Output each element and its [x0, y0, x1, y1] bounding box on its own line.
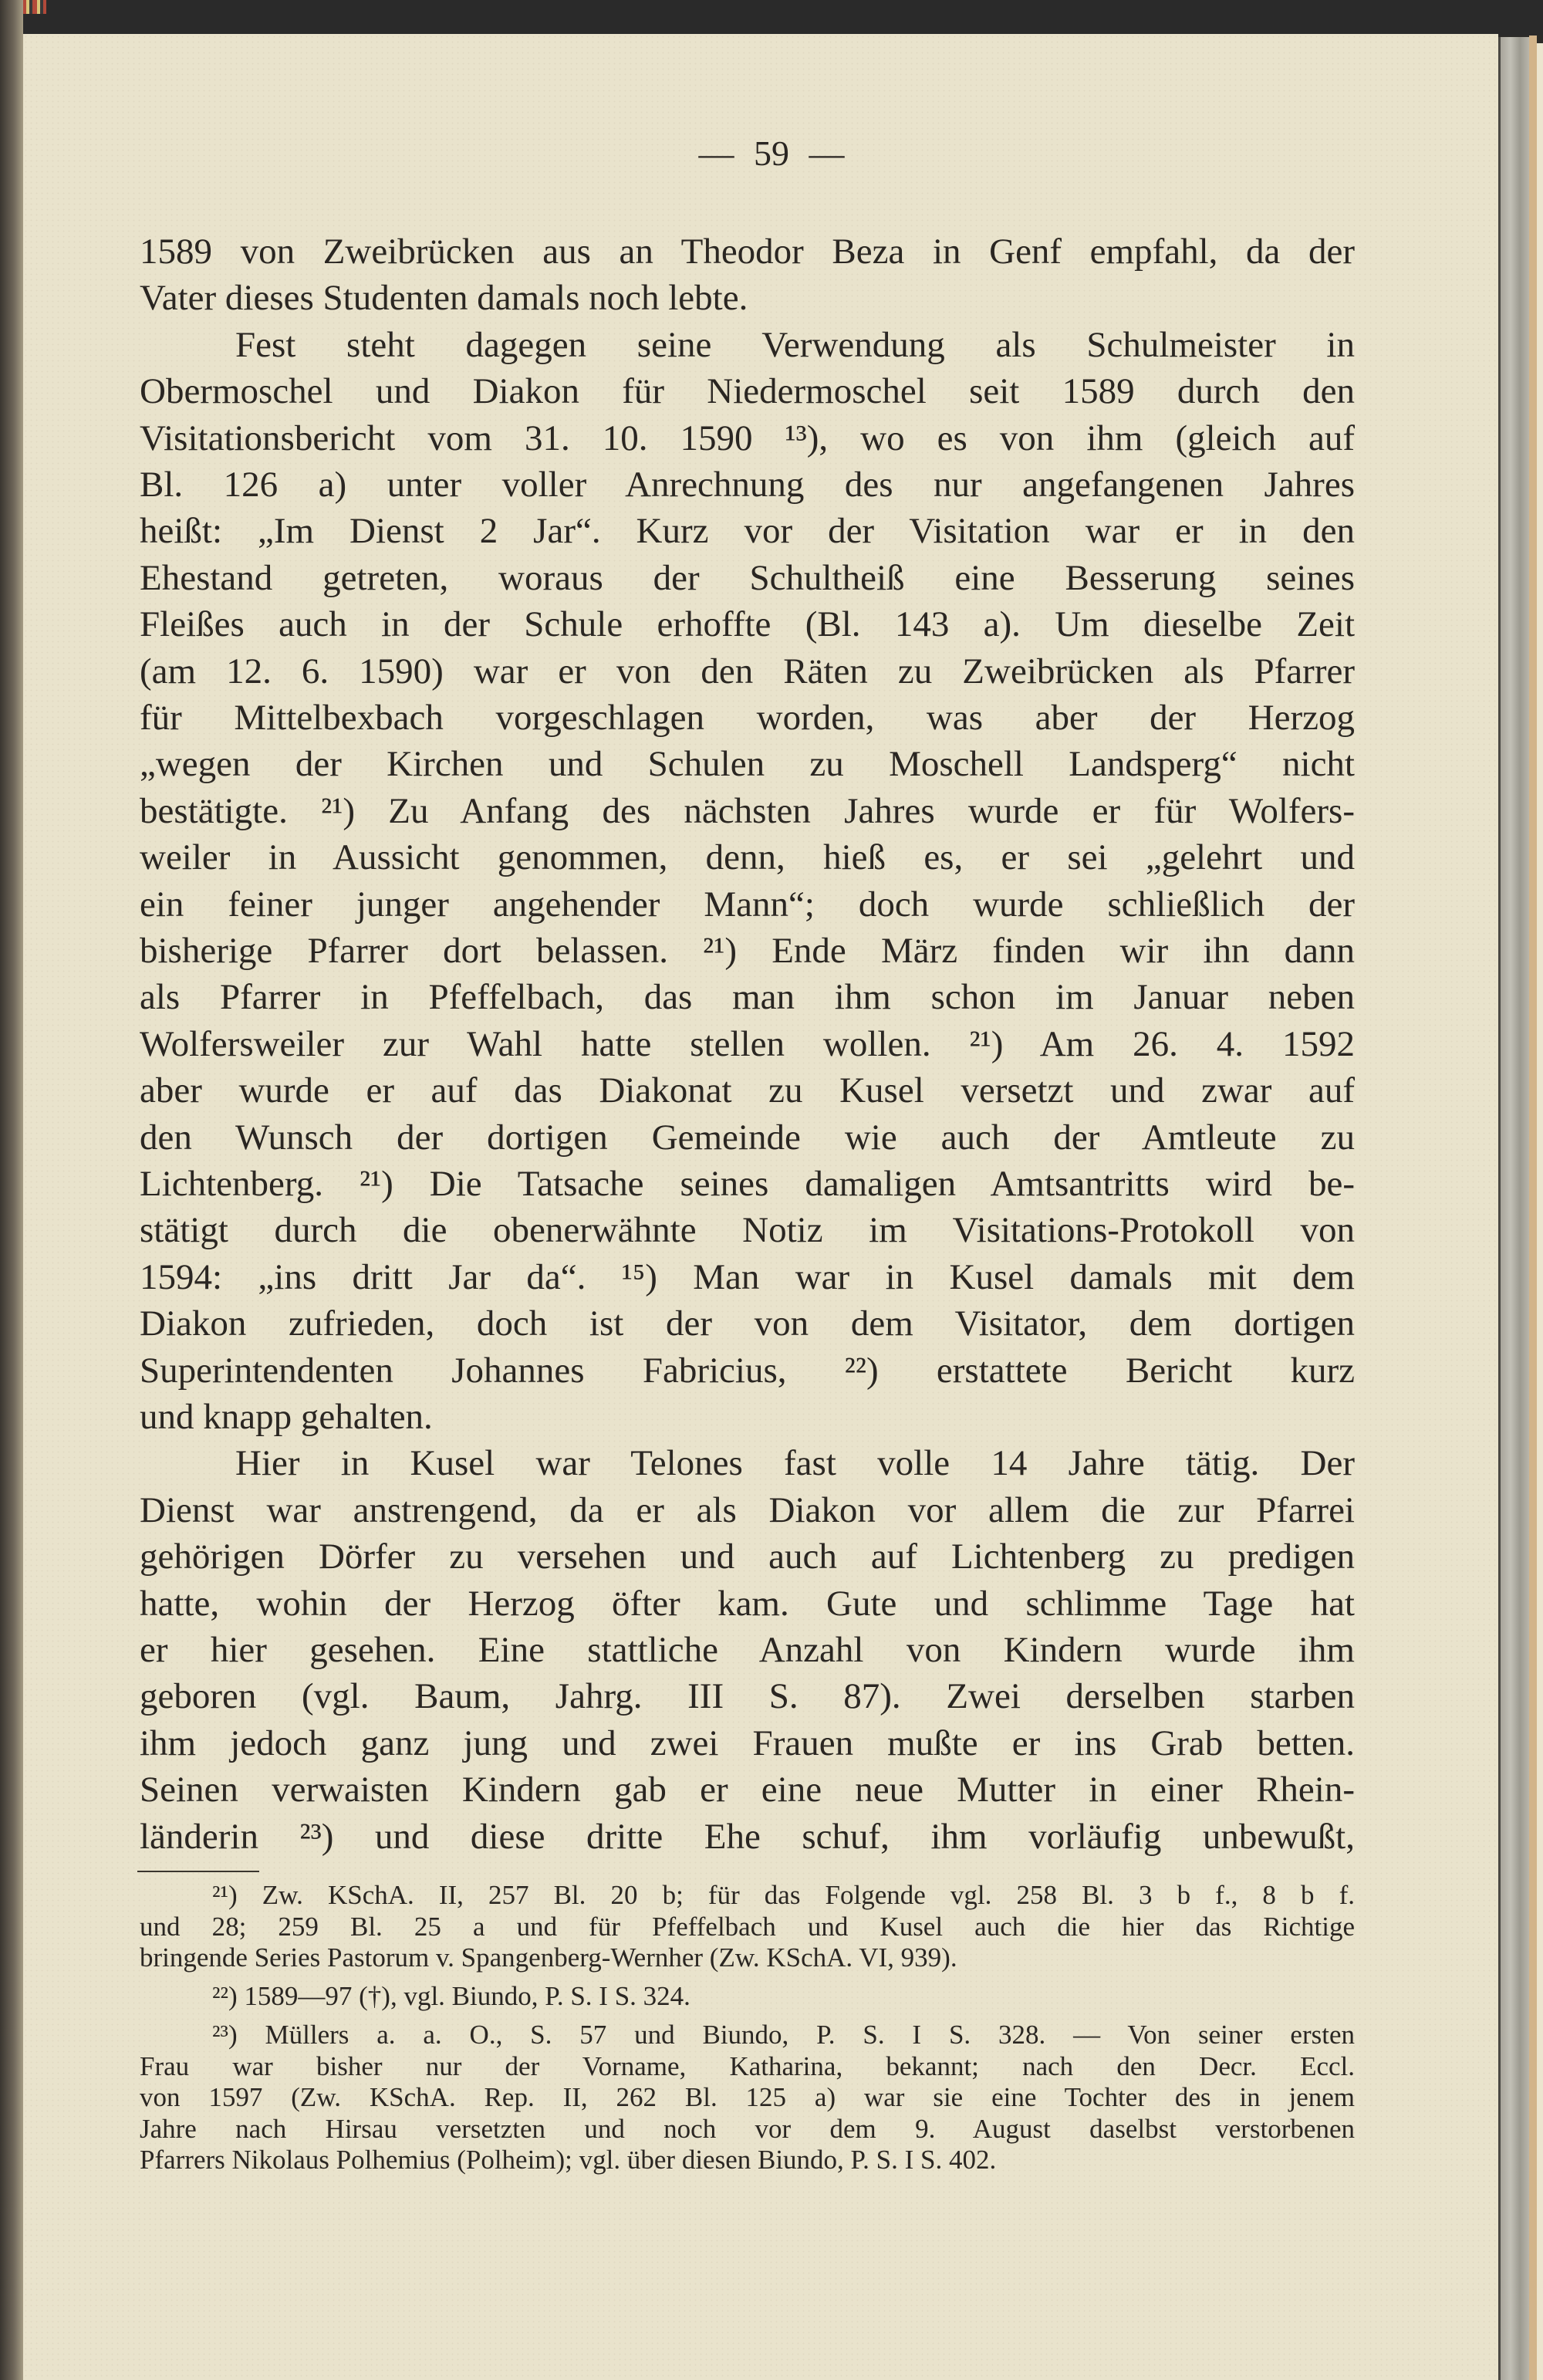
text-line: Ehestand getreten, woraus der Schultheiß eine Besserung seines [140, 557, 1355, 598]
footnote-line: und 28; 259 Bl. 25 a und für Pfeffelbach und Kusel auch die hier das Richtige [140, 1911, 1355, 1942]
text-line: als Pfarrer in Pfeffelbach, das man ihm schon im Januar neben [140, 977, 1355, 1018]
text-line: Bl. 126 a) unter voller Anrechnung des nur angefangenen Jahres [140, 465, 1355, 505]
text-line: 1589 von Zweibrücken aus an Theodor Beza in Genf empfahl, da der [140, 232, 1355, 272]
footnote-line: Frau war bisher nur der Vorname, Katharina, bekannt; nach den Decr. Eccl. [140, 2050, 1355, 2081]
footnote-line: bringende Series Pastorum v. Spangenberg-Wernher (Zw. KSchA. VI, 939). [140, 1942, 957, 1973]
footnote-line: von 1597 (Zw. KSchA. Rep. II, 262 Bl. 125 a) war sie eine Tochter des in jenem [140, 2082, 1355, 2112]
text-line: weiler in Aussicht genommen, denn, hieß es, er sei „gelehrt und [140, 837, 1355, 878]
text-line: Seinen verwaisten Kindern gab er eine neue Mutter in einer Rhein- [140, 1770, 1355, 1810]
footnote-line: ²³) Müllers a. a. O., S. 57 und Biundo, P. S. I S. 328. — Von seiner ersten [212, 2020, 1355, 2050]
text-line: ein feiner junger angehender Mann“; doch wurde schließlich der [140, 884, 1355, 925]
text-line: bisherige Pfarrer dort belassen. ²¹) Ende März finden wir ihn dann [140, 931, 1355, 971]
text-line: Vater dieses Studenten damals noch lebte. [140, 278, 748, 319]
text-line: bestätigte. ²¹) Zu Anfang des nächsten Jahres wurde er für Wolfers- [140, 790, 1355, 831]
footnote-line: ²²) 1589—97 (†), vgl. Biundo, P. S. I S. 324. [212, 1981, 690, 2011]
text-line: Diakon zufrieden, doch ist der von dem Visitator, dem dortigen [140, 1303, 1355, 1344]
scanner-top-border [0, 0, 1543, 35]
page-number: — 59 — [698, 134, 845, 173]
text-line: heißt: „Im Dienst 2 Jar“. Kurz vor der Visitation war er in den [140, 511, 1355, 552]
footnote-separator [137, 1871, 259, 1872]
footnote-line: Pfarrers Nikolaus Polhemius (Polheim); vgl. über diesen Biundo, P. S. I S. 402. [140, 2145, 997, 2175]
text-line: Superintendenten Johannes Fabricius, ²²) erstattete Bericht kurz [140, 1350, 1355, 1391]
text-line: „wegen der Kirchen und Schulen zu Moschell Landsperg“ nicht [140, 744, 1355, 785]
footnote-line: ²¹) Zw. KSchA. II, 257 Bl. 20 b; für das Folgende vgl. 258 Bl. 3 b f., 8 b f. [212, 1880, 1355, 1910]
text-line: er hier gesehen. Eine stattliche Anzahl von Kindern wurde ihm [140, 1630, 1355, 1670]
page-stack-edge [1498, 37, 1529, 2380]
text-line: gehörigen Dörfer zu versehen und auch auf Lichtenberg zu predigen [140, 1537, 1355, 1577]
text-line: und knapp gehalten. [140, 1397, 433, 1437]
book-spine-edge [0, 0, 23, 2380]
text-line: aber wurde er auf das Diakonat zu Kusel versetzt und zwar auf [140, 1070, 1355, 1111]
text-line: stätigt durch die obenerwähnte Notiz im Visitations-Protokoll von [140, 1210, 1355, 1251]
text-line: Obermoschel und Diakon für Niedermoschel seit 1589 durch den [140, 371, 1355, 412]
text-line: für Mittelbexbach vorgeschlagen worden, was aber der Herzog [140, 698, 1355, 738]
text-line: Hier in Kusel war Telones fast volle 14 Jahre tätig. Der [235, 1443, 1355, 1484]
text-line: Wolfersweiler zur Wahl hatte stellen wollen. ²¹) Am 26. 4. 1592 [140, 1023, 1355, 1064]
text-line: 1594: „ins dritt Jar da“. ¹⁵) Man war in Kusel damals mit dem [140, 1256, 1355, 1297]
text-line: geboren (vgl. Baum, Jahrg. III S. 87). Zwei derselben starben [140, 1676, 1355, 1717]
text-line: Fleißes auch in der Schule erhoffte (Bl. 143 a). Um dieselbe Zeit [140, 604, 1355, 645]
text-line: hatte, wohin der Herzog öfter kam. Gute und schlimme Tage hat [140, 1583, 1355, 1624]
book-cover-edge [1529, 35, 1537, 2380]
text-line: Fest steht dagegen seine Verwendung als Schulmeister in [235, 324, 1355, 365]
text-line: Dienst war anstrengend, da er als Diakon vor allem die zur Pfarrei [140, 1489, 1355, 1530]
text-line: den Wunsch der dortigen Gemeinde wie auch der Amtleute zu [140, 1117, 1355, 1158]
facing-page-edge [1537, 43, 1543, 2380]
text-line: Visitationsbericht vom 31. 10. 1590 ¹³), wo es von ihm (gleich auf [140, 418, 1355, 458]
text-line: Lichtenberg. ²¹) Die Tatsache seines damaligen Amtsantritts wird be- [140, 1164, 1355, 1204]
footnote-line: Jahre nach Hirsau versetzten und noch vor dem 9. August daselbst verstorbenen [140, 2113, 1355, 2144]
text-line: ihm jedoch ganz jung und zwei Frauen mußte er ins Grab betten. [140, 1722, 1355, 1763]
text-line: länderin ²³) und diese dritte Ehe schuf, ihm vorläufig unbewußt, [140, 1816, 1355, 1857]
text-line: (am 12. 6. 1590) war er von den Räten zu Zweibrücken als Pfarrer [140, 651, 1355, 691]
